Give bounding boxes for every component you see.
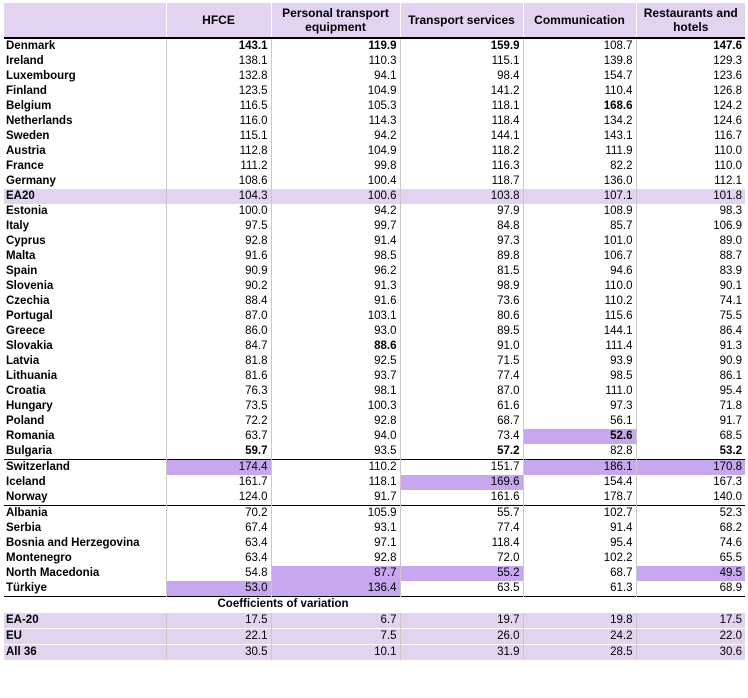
table-row [4, 84, 745, 99]
coefficient-value: 19.7 [400, 613, 523, 629]
value-cell: 101.8 [636, 189, 745, 204]
value-cell: 88.4 [166, 294, 271, 309]
value-cell: 115.6 [523, 309, 636, 324]
value-cell: 99.7 [271, 219, 400, 234]
header-restaurants-and-hotels: Restaurants and hotels [636, 3, 745, 38]
coefficient-label: EA-20 [4, 613, 166, 629]
value-cell: 167.3 [636, 475, 745, 490]
value-cell: 91.7 [636, 414, 745, 429]
country-name: Luxembourg [6, 70, 76, 82]
value-cell: 103.1 [271, 309, 400, 324]
country-name: Czechia [6, 295, 50, 307]
value-cell: 100.3 [271, 399, 400, 414]
value-cell: 93.9 [523, 354, 636, 369]
value-cell: 68.5 [636, 429, 745, 444]
value-cell: 100.0 [166, 204, 271, 219]
table-row [4, 129, 745, 144]
country-name: Switzerland [4, 460, 166, 476]
value-cell: 91.4 [271, 234, 400, 249]
value-cell: 82.2 [523, 159, 636, 174]
value-cell: 118.1 [271, 475, 400, 490]
value-cell: 186.1 [523, 460, 636, 476]
value-cell: 100.6 [271, 189, 400, 204]
table-row [4, 475, 745, 490]
value-cell: 178.7 [523, 490, 636, 506]
value-cell: 84.8 [400, 219, 523, 234]
value-cell: 144.1 [400, 129, 523, 144]
country-name: Sweden [6, 130, 50, 142]
country-name: Montenegro [6, 552, 72, 564]
value-cell: 49.5 [636, 566, 745, 581]
value-cell: 108.9 [523, 204, 636, 219]
value-cell: 88.6 [271, 339, 400, 354]
value-cell: 56.1 [523, 414, 636, 429]
value-cell: 110.4 [523, 84, 636, 99]
value-cell: 124.0 [166, 490, 271, 506]
country-name: North Macedonia [6, 567, 100, 579]
value-cell: 90.2 [166, 279, 271, 294]
country-name: Bulgaria [6, 445, 53, 457]
coefficient-value: 22.1 [166, 629, 271, 645]
value-cell: 86.1 [636, 369, 745, 384]
table-row [4, 339, 745, 354]
value-cell: 74.1 [636, 294, 745, 309]
value-cell: 147.6 [636, 38, 745, 54]
value-cell: 143.1 [166, 38, 271, 54]
value-cell: 75.5 [636, 309, 745, 324]
value-cell: 92.8 [271, 551, 400, 566]
coefficient-value: 6.7 [271, 613, 400, 629]
table-row [4, 99, 745, 114]
table-row [4, 159, 745, 174]
value-cell: 68.7 [400, 414, 523, 429]
coefficient-value: 31.9 [400, 645, 523, 661]
value-cell: 111.0 [523, 384, 636, 399]
value-cell: 91.3 [636, 339, 745, 354]
value-cell: 73.6 [400, 294, 523, 309]
country-name: Croatia [6, 385, 46, 397]
value-cell: 112.1 [636, 174, 745, 189]
value-cell: 118.4 [400, 536, 523, 551]
table-row [4, 234, 745, 249]
value-cell: 97.9 [400, 204, 523, 219]
value-cell: 143.1 [523, 129, 636, 144]
value-cell: 169.6 [400, 475, 523, 490]
header-hfce: HFCE [166, 3, 271, 38]
value-cell: 102.7 [523, 506, 636, 522]
table-row [4, 536, 745, 551]
table-row [4, 490, 745, 506]
value-cell: 116.0 [166, 114, 271, 129]
country-name: Spain [6, 265, 38, 277]
value-cell: 92.8 [166, 234, 271, 249]
table-row [4, 399, 745, 414]
country-name: France [6, 160, 44, 172]
country-name: Poland [6, 415, 45, 427]
coefficient-value: 26.0 [400, 629, 523, 645]
table-row [4, 38, 745, 54]
value-cell: 80.6 [400, 309, 523, 324]
country-name: Portugal [6, 310, 53, 322]
value-cell: 77.4 [400, 521, 523, 536]
value-cell: 94.2 [271, 129, 400, 144]
value-cell: 87.0 [400, 384, 523, 399]
coefficient-value: 19.8 [523, 613, 636, 629]
value-cell: 101.0 [523, 234, 636, 249]
value-cell: 76.3 [166, 384, 271, 399]
coefficients-title-spacer [400, 597, 523, 613]
value-cell: 141.2 [400, 84, 523, 99]
value-cell: 106.7 [523, 249, 636, 264]
value-cell: 108.6 [166, 174, 271, 189]
coefficient-row [4, 613, 745, 629]
value-cell: 54.8 [166, 566, 271, 581]
value-cell: 68.7 [523, 566, 636, 581]
value-cell: 52.3 [636, 506, 745, 522]
value-cell: 94.1 [271, 69, 400, 84]
value-cell: 161.6 [400, 490, 523, 506]
value-cell: 84.7 [166, 339, 271, 354]
country-name: Latvia [6, 355, 40, 367]
value-cell: 98.3 [636, 204, 745, 219]
value-cell: 98.1 [271, 384, 400, 399]
value-cell: 70.2 [166, 506, 271, 522]
table-body [4, 38, 745, 660]
value-cell: 112.8 [166, 144, 271, 159]
value-cell: 116.5 [166, 99, 271, 114]
value-cell: 89.0 [636, 234, 745, 249]
value-cell: 67.4 [166, 521, 271, 536]
value-cell: 159.9 [400, 38, 523, 54]
table-row [4, 249, 745, 264]
value-cell: 96.2 [271, 264, 400, 279]
value-cell: 94.2 [271, 204, 400, 219]
value-cell: 55.7 [400, 506, 523, 522]
table-row [4, 354, 745, 369]
value-cell: 71.8 [636, 399, 745, 414]
value-cell: 92.8 [271, 414, 400, 429]
table-row [4, 460, 745, 476]
value-cell: 91.4 [523, 521, 636, 536]
table-row [4, 324, 745, 339]
value-cell: 77.4 [400, 369, 523, 384]
table-row [4, 506, 745, 522]
value-cell: 87.7 [271, 566, 400, 581]
country-name: Denmark [6, 40, 56, 52]
value-cell: 136.4 [271, 581, 400, 597]
value-cell: 89.8 [400, 249, 523, 264]
country-name: Germany [6, 175, 56, 187]
value-cell: 91.0 [400, 339, 523, 354]
coefficient-value: 24.2 [523, 629, 636, 645]
value-cell: 89.5 [400, 324, 523, 339]
value-cell: 95.4 [523, 536, 636, 551]
table-row [4, 294, 745, 309]
value-cell: 108.7 [523, 38, 636, 54]
value-cell: 65.5 [636, 551, 745, 566]
value-cell: 59.7 [166, 444, 271, 460]
ea20-row [4, 189, 745, 204]
value-cell: 151.7 [400, 460, 523, 476]
coefficient-row [4, 629, 745, 645]
value-cell: 97.3 [523, 399, 636, 414]
country-name: Romania [6, 430, 55, 442]
value-cell: 90.1 [636, 279, 745, 294]
value-cell: 134.2 [523, 114, 636, 129]
value-cell: 73.5 [166, 399, 271, 414]
value-cell: 107.1 [523, 189, 636, 204]
value-cell: 111.2 [166, 159, 271, 174]
value-cell: 110.2 [523, 294, 636, 309]
value-cell: 63.4 [166, 551, 271, 566]
value-cell: 61.3 [523, 581, 636, 597]
value-cell: 132.8 [166, 69, 271, 84]
coefficient-value: 30.5 [166, 645, 271, 661]
value-cell: 72.2 [166, 414, 271, 429]
coefficient-label: EU [4, 629, 166, 645]
table-row [4, 309, 745, 324]
value-cell: 68.2 [636, 521, 745, 536]
table-row [4, 414, 745, 429]
value-cell: 119.9 [271, 38, 400, 54]
price-level-table [4, 3, 745, 660]
country-name: Slovakia [6, 340, 53, 352]
table-header [4, 3, 745, 38]
value-cell: 118.7 [400, 174, 523, 189]
table-row [4, 521, 745, 536]
value-cell: 63.7 [166, 429, 271, 444]
value-cell: 100.4 [271, 174, 400, 189]
value-cell: 97.3 [400, 234, 523, 249]
value-cell: 118.1 [400, 99, 523, 114]
value-cell: 91.7 [271, 490, 400, 506]
value-cell: 99.8 [271, 159, 400, 174]
country-name: Norway [6, 491, 48, 503]
coefficient-value: 30.6 [636, 645, 745, 661]
table-row [4, 444, 745, 460]
header-communication: Communication [523, 3, 636, 38]
value-cell: 106.9 [636, 219, 745, 234]
value-cell: 81.6 [166, 369, 271, 384]
value-cell: 154.4 [523, 475, 636, 490]
value-cell: 140.0 [636, 490, 745, 506]
value-cell: 94.0 [271, 429, 400, 444]
country-name: Albania [4, 506, 166, 522]
value-cell: 116.3 [400, 159, 523, 174]
value-cell: 91.6 [166, 249, 271, 264]
value-cell: 139.8 [523, 54, 636, 69]
coefficient-value: 17.5 [636, 613, 745, 629]
country-name: EA20 [6, 190, 35, 202]
coefficient-value: 10.1 [271, 645, 400, 661]
coefficients-title-spacer [636, 597, 745, 613]
value-cell: 90.9 [166, 264, 271, 279]
value-cell: 174.4 [166, 460, 271, 476]
value-cell: 61.6 [400, 399, 523, 414]
value-cell: 110.3 [271, 54, 400, 69]
table-row [4, 264, 745, 279]
value-cell: 105.9 [271, 506, 400, 522]
value-cell: 124.2 [636, 99, 745, 114]
value-cell: 91.6 [271, 294, 400, 309]
country-name: Greece [6, 325, 46, 337]
country-name: Bosnia and Herzegovina [6, 537, 140, 549]
country-name: Türkiye [6, 582, 47, 594]
value-cell: 104.3 [166, 189, 271, 204]
table-row [4, 384, 745, 399]
country-name: Finland [6, 85, 47, 97]
value-cell: 55.2 [400, 566, 523, 581]
coefficient-label: All 36 [4, 645, 166, 661]
value-cell: 123.5 [166, 84, 271, 99]
value-cell: 53.2 [636, 444, 745, 460]
coefficients-title-spacer [4, 597, 166, 613]
value-cell: 93.1 [271, 521, 400, 536]
value-cell: 52.6 [523, 429, 636, 444]
value-cell: 72.0 [400, 551, 523, 566]
value-cell: 118.4 [400, 114, 523, 129]
value-cell: 93.7 [271, 369, 400, 384]
value-cell: 98.5 [271, 249, 400, 264]
header-country [4, 3, 166, 38]
coefficients-title-row [4, 597, 745, 613]
table-row [4, 114, 745, 129]
value-cell: 97.5 [166, 219, 271, 234]
table-row [4, 144, 745, 159]
value-cell: 86.0 [166, 324, 271, 339]
country-name: Serbia [6, 522, 42, 534]
value-cell: 83.9 [636, 264, 745, 279]
value-cell: 95.4 [636, 384, 745, 399]
value-cell: 114.3 [271, 114, 400, 129]
table-row [4, 369, 745, 384]
value-cell: 123.6 [636, 69, 745, 84]
value-cell: 63.5 [400, 581, 523, 597]
country-name: Cyprus [6, 235, 46, 247]
country-name: Ireland [6, 55, 44, 67]
value-cell: 110.0 [523, 279, 636, 294]
value-cell: 115.1 [166, 129, 271, 144]
value-cell: 129.3 [636, 54, 745, 69]
table-row [4, 566, 745, 581]
value-cell: 93.5 [271, 444, 400, 460]
country-name: Hungary [6, 400, 53, 412]
value-cell: 93.0 [271, 324, 400, 339]
country-name: Slovenia [6, 280, 54, 292]
value-cell: 136.0 [523, 174, 636, 189]
value-cell: 53.0 [166, 581, 271, 597]
value-cell: 97.1 [271, 536, 400, 551]
value-cell: 81.8 [166, 354, 271, 369]
value-cell: 102.2 [523, 551, 636, 566]
table-row [4, 54, 745, 69]
coefficient-value: 22.0 [636, 629, 745, 645]
value-cell: 88.7 [636, 249, 745, 264]
header-personal-transport-equipment: Personal transport equipment [271, 3, 400, 38]
country-name: Lithuania [6, 370, 58, 382]
table-row [4, 581, 745, 597]
country-name: Iceland [6, 476, 46, 488]
coefficients-title-spacer [523, 597, 636, 613]
value-cell: 103.8 [400, 189, 523, 204]
value-cell: 116.7 [636, 129, 745, 144]
country-name: Malta [6, 250, 36, 262]
value-cell: 86.4 [636, 324, 745, 339]
value-cell: 57.2 [400, 444, 523, 460]
value-cell: 126.8 [636, 84, 745, 99]
value-cell: 81.5 [400, 264, 523, 279]
table-row [4, 551, 745, 566]
value-cell: 161.7 [166, 475, 271, 490]
value-cell: 168.6 [523, 99, 636, 114]
value-cell: 92.5 [271, 354, 400, 369]
coefficient-row [4, 645, 745, 661]
table-row [4, 69, 745, 84]
value-cell: 91.3 [271, 279, 400, 294]
country-name: Italy [6, 220, 30, 232]
value-cell: 110.0 [636, 144, 745, 159]
value-cell: 87.0 [166, 309, 271, 324]
value-cell: 73.4 [400, 429, 523, 444]
value-cell: 98.9 [400, 279, 523, 294]
value-cell: 94.6 [523, 264, 636, 279]
value-cell: 170.8 [636, 460, 745, 476]
value-cell: 124.6 [636, 114, 745, 129]
value-cell: 110.2 [271, 460, 400, 476]
table-row [4, 174, 745, 189]
table-row [4, 204, 745, 219]
coefficient-value: 7.5 [271, 629, 400, 645]
value-cell: 85.7 [523, 219, 636, 234]
value-cell: 90.9 [636, 354, 745, 369]
value-cell: 154.7 [523, 69, 636, 84]
value-cell: 111.9 [523, 144, 636, 159]
value-cell: 63.4 [166, 536, 271, 551]
value-cell: 111.4 [523, 339, 636, 354]
country-name: Estonia [6, 205, 48, 217]
value-cell: 71.5 [400, 354, 523, 369]
value-cell: 144.1 [523, 324, 636, 339]
value-cell: 74.6 [636, 536, 745, 551]
comparison-table-page [0, 3, 748, 698]
coefficient-value: 28.5 [523, 645, 636, 661]
country-name: Netherlands [6, 115, 73, 127]
country-name: Belgium [6, 100, 52, 112]
header-transport-services: Transport services [400, 3, 523, 38]
value-cell: 98.5 [523, 369, 636, 384]
coefficients-title: Coefficients of variation [166, 597, 400, 613]
value-cell: 104.9 [271, 84, 400, 99]
value-cell: 115.1 [400, 54, 523, 69]
value-cell: 98.4 [400, 69, 523, 84]
value-cell: 138.1 [166, 54, 271, 69]
value-cell: 105.3 [271, 99, 400, 114]
value-cell: 104.9 [271, 144, 400, 159]
value-cell: 118.2 [400, 144, 523, 159]
coefficient-value: 17.5 [166, 613, 271, 629]
table-row [4, 429, 745, 444]
value-cell: 82.8 [523, 444, 636, 460]
value-cell: 110.0 [636, 159, 745, 174]
table-row [4, 219, 745, 234]
table-row [4, 279, 745, 294]
value-cell: 68.9 [636, 581, 745, 597]
country-name: Austria [6, 145, 46, 157]
